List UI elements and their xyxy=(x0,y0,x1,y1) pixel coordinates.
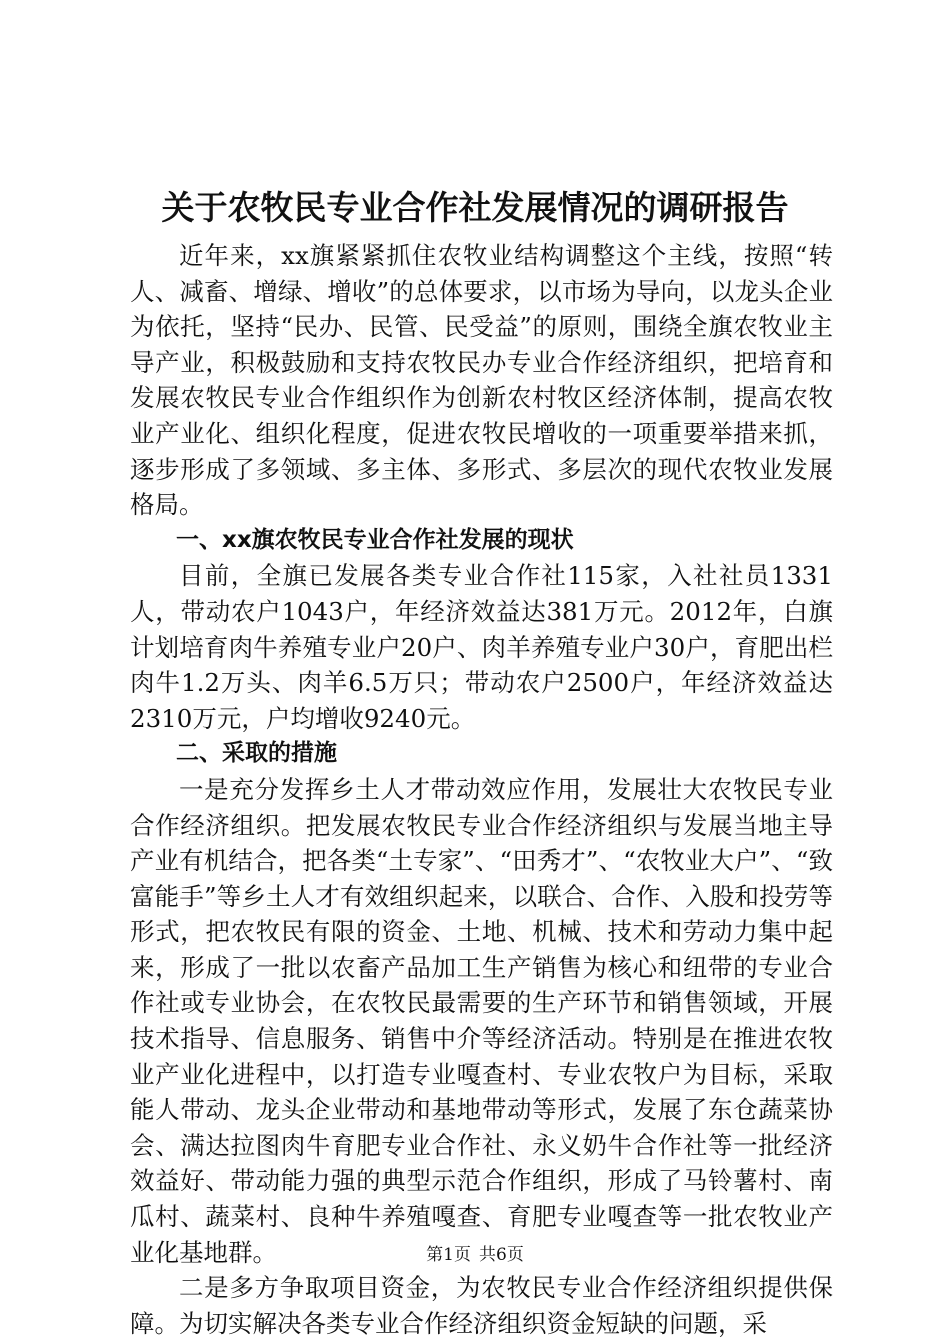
paragraph-status: 目前，全旗已发展各类专业合作社115家，入社社员1331人，带动农户1043户，年经济效益达381万元。2012年，白旗计划培育肉牛养殖专业户20户、肉羊养殖专业户30户，育肥出栏肉牛1.2万头、肉羊6.5万只；带动农户2500户，年经济效益达2310万元，户均增收9240元。 xyxy=(130,561,833,733)
page-number: 第1页 xyxy=(426,1245,471,1265)
document-title: 关于农牧民专业合作社发展情况的调研报告 xyxy=(161,188,789,227)
paragraph-measure-one: 一是充分发挥乡土人才带动效应作用，发展壮大农牧民专业合作经济组织。把发展农牧民专业合作经济组织与发展当地主导产业有机结合，把各类“土专家”、“田秀才”、“农牧业大户”、“致富能手”等乡土人才有效组织起来，以联合、合作、入股和投劳等形式，把农牧民有限的资金、土地、机械、技术和劳动力集中起来，形成了一批以农畜产品加工生产销售为核心和纽带的专业合作社或专业协会，在农牧民最需要的生产环节和销售领域，开展技术指导、信息服务、销售中介等经济活动。特别是在推进农牧业产业化进程中，以打造专业嘎查村、专业农牧户为目标，采取能人带动、龙头企业带动和基地带动等形式，发展了东仓蔬菜协会、满达拉图肉牛育肥专业合作社、永义奶牛合作社等一批经济效益好、带动能力强的典型示范合作组织，形成了马铃薯村、南瓜村、蔬菜村、良种牛养殖嘎查、育肥专业嘎查等一批农牧业产业化基地群。 xyxy=(130,774,833,1267)
page-footer xyxy=(0,1243,950,1267)
section-heading-status: 一、xx旗农牧民专业合作社发展的现状 xyxy=(176,526,574,553)
paragraph-measure-two: 二是多方争取项目资金，为农牧民专业合作经济组织提供保障。为切实解决各类专业合作经济组织资金短缺的问题，采 xyxy=(130,1273,833,1338)
page-total: 共6页 xyxy=(479,1245,524,1265)
section-heading-measures: 二、采取的措施 xyxy=(176,740,337,767)
paragraph-intro: 近年来，xx旗紧紧抓住农牧业结构调整这个主线，按照“转人、减畜、增绿、增收”的总体要求，以市场为导向，以龙头企业为依托，坚持“民办、民管、民受益”的原则，围绕全旗农牧业主导产业，积极鼓励和支持农牧民办专业合作经济组织，把培育和发展农牧民专业合作组织作为创新农村牧区经济体制，提高农牧业产业化、组织化程度，促进农牧民增收的一项重要举措来抓，逐步形成了多领域、多主体、多形式、多层次的现代农牧业发展格局。 xyxy=(130,241,833,520)
document-body xyxy=(130,238,833,1341)
